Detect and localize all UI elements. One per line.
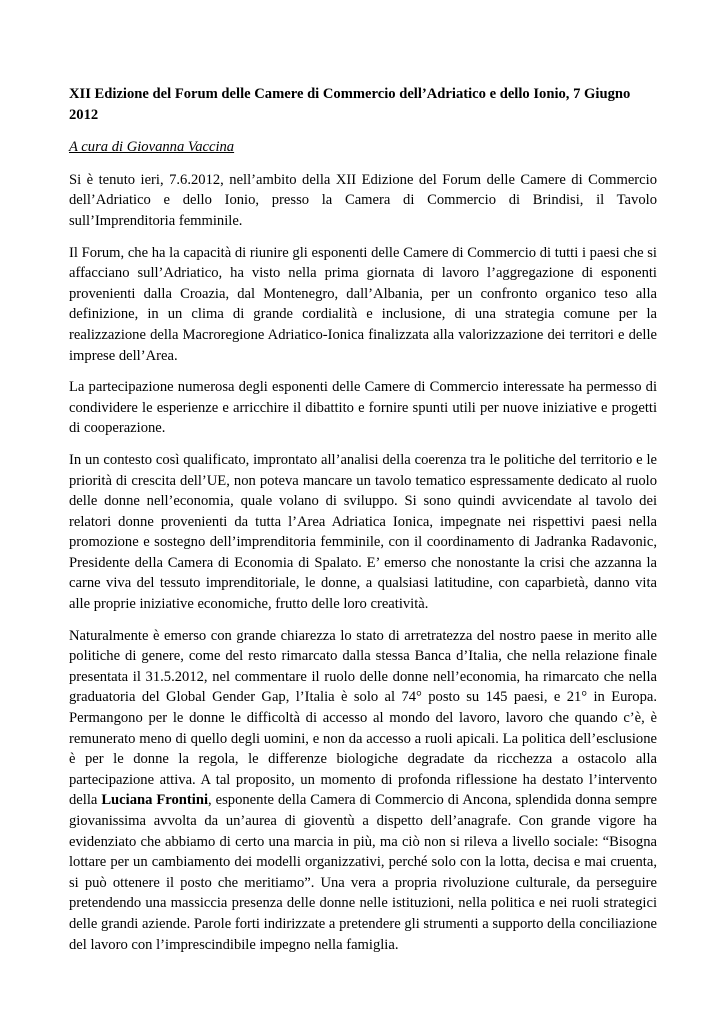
speaker-name: Luciana Frontini [101,792,209,809]
paragraph-participation: La partecipazione numerosa degli esponenti delle Camere di Commercio interessate ha permesso di condividere le esperienze e arricchire il dibattito e fornire spunti utili per nuove iniziative e progetti di cooperazione. [69,379,657,437]
document-byline: A cura di Giovanna Vaccina [69,139,235,156]
paragraph-text-after-name: , esponente della Camera di Commercio di Ancona, splendida donna sempre giovanissima avvolta da un’aurea di gioventù a dispetto dell’anagrafe. Con grande vigore ha evidenziato che abbiamo di certo una marcia in più, ma ciò non si rileva a livello sociale: “Bisogna lottare per un cambiamento dei modelli organizzativi, perché solo con la lotta, decisa e mai cruenta, si può ottenere il posto che meritiamo”. Una vera a propria rivoluzione culturale, da perseguire pretendendo una massiccia presenza delle donne nelle istituzioni, nella politica e nei ruoli strategici delle grandi aziende. Parole forti indirizzate a pretendere gli strumenti a supporto della conciliazione del lavoro con l’imprescindibile impegno nella famiglia. [69,792,657,953]
paragraph-context: In un contesto così qualificato, improntato all’analisi della coerenza tra le politiche del territorio e le priorità di crescita dell’UE, non poteva mancare un tavolo tematico espressamente dedicato al ruolo delle donne nell’economia, quale volano di sviluppo. Si sono quindi avvicendate al tavolo dei relatori donne provenienti da tutta l’Area Adriatica Ionica, impegnate nei rispettivi paesi nella promozione e sostegno dell’imprenditoria femminile, con il coordinamento di Jadranka Radavonic, Presidente della Camera di Economia di Spalato. E’ emerso che nonostante la crisi che azzanna la carne viva del tessuto imprenditoriale, le donne, a qualsiasi latitudine, con caparbietà, danno vita alle proprie iniziative economiche, frutto delle loro creatività. [69,451,657,613]
paragraph-text-before-name: Naturalmente è emerso con grande chiarezza lo stato di arretratezza del nostro paese in merito alle politiche di genere, come del resto rimarcato dalla stessa Banca d’Italia, che nella relazione finale presentata il 31.5.2012, nel commentare il ruolo delle donne nell’economia, ha rimarcato che nella graduatoria del Global Gender Gap, l’Italia è solo al 74° posto su 145 paesi, e 21° in Europa. Permangono per le donne le difficoltà di accesso al mondo del lavoro, lavoro che quando c’è, è remunerato meno di quello degli uomini, e non da accesso a ruoli apicali. La politica dell’esclusione è per le donne la regola, le differenze biologiche degradate da ricchezza a ostacolo alla partecipazione attiva. A tal proposito, un momento di profonda riflessione ha destato l’intervento della [69,627,657,809]
document-page [69,84,657,966]
document-title: XII Edizione del Forum delle Camere di Commercio dell’Adriatico e dello Ionio, 7 Giugno 2012 [69,86,631,123]
paragraph-forum: Il Forum, che ha la capacità di riunire gli esponenti delle Camere di Commercio di tutti i paesi che si affacciano sull’Adriatico, ha visto nella prima giornata di lavoro l’aggregazione di esponenti provenienti dalla Croazia, dal Montenegro, dall’Albania, per un confronto organico teso alla definizione, in un clima di grande cordialità e inclusione, di una strategia comune per la realizzazione della Macroregione Adriatico-Ionica finalizzata alla valorizzazione dei territori e delle imprese dell’Area. [69,244,657,364]
paragraph-gender-policy [69,626,657,956]
paragraph-intro: Si è tenuto ieri, 7.6.2012, nell’ambito della XII Edizione del Forum delle Camere di Commercio dell’Adriatico e dello Ionio, presso la Camera di Commercio di Brindisi, il Tavolo sull’Imprenditoria femminile. [69,171,657,229]
